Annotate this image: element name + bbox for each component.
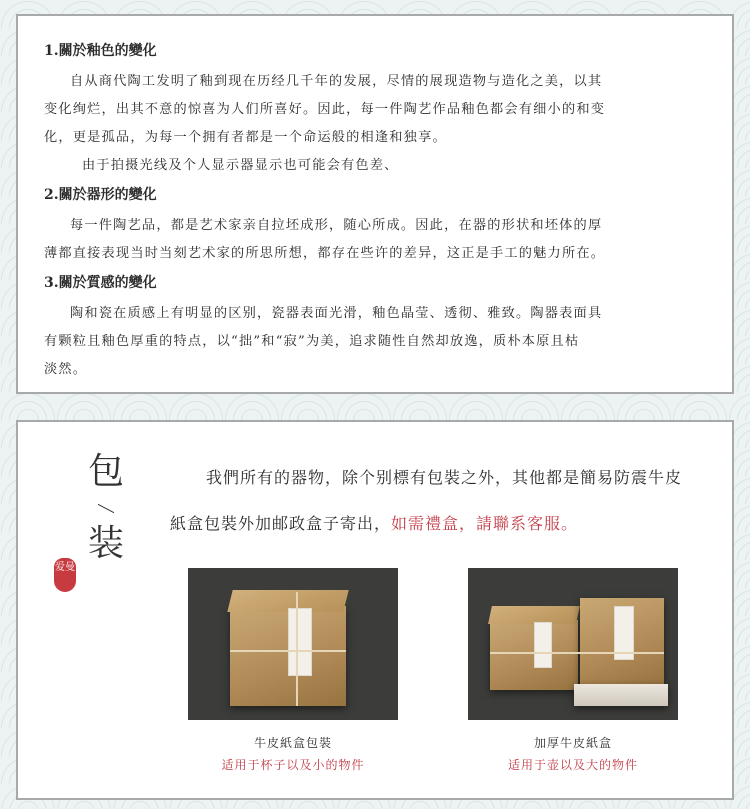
box-label xyxy=(288,608,312,676)
paragraph-color-note: 由于拍摄光线及个人显示器显示也可能会有色差、 xyxy=(82,158,399,173)
photo1-caption: 牛皮紙盒包裝 xyxy=(253,736,332,750)
small-box-label xyxy=(534,622,552,668)
packaging-text-line-2 xyxy=(170,512,578,536)
paragraph-form-1: 每一件陶艺品，都是艺术家亲自拉坯成形，随心所成。因此，在器的形状和坯体的厚 xyxy=(70,218,603,233)
gift-box-contact-note: 如需禮盒，請聯系客服。 xyxy=(391,514,579,533)
paragraph-form-2: 薄都直接表现当时当刻艺术家的所思所想，都存在些许的差异，这正是手工的魅力所在。 xyxy=(44,246,606,261)
photo2-caption: 加厚牛皮紙盒 xyxy=(533,736,612,750)
paragraph-glaze-1: 自从商代陶工发明了釉到现在历经几千年的发展，尽情的展现造物与造化之美，以其 xyxy=(70,74,603,89)
photo1-note: 适用于杯子以及小的物件 xyxy=(221,758,365,772)
paragraph-glaze-2: 变化绚烂，出其不意的惊喜为人们所喜好。因此，每一件陶艺作品釉色都会有细小的和变 xyxy=(44,102,606,117)
heading-glaze: 1.關於釉色的變化 xyxy=(44,43,157,59)
twine-string-horizontal xyxy=(230,650,346,652)
quality-notes-panel xyxy=(16,14,734,394)
slash-divider xyxy=(95,498,117,518)
paragraph-texture-2: 有颗粒且釉色厚重的特点，以“拙”和“寂”为美，追求随性自然却放逸，质朴本原且枯 xyxy=(44,334,580,349)
thick-kraft-box-photo xyxy=(468,568,678,720)
paragraph-texture-3: 淡然。 xyxy=(44,362,88,377)
heading-form: 2.關於器形的變化 xyxy=(44,187,157,203)
packaging-panel xyxy=(16,420,734,800)
twine-string-long xyxy=(490,652,664,654)
packaging-text-line-1: 我們所有的器物，除个别標有包裝之外，其他都是簡易防震牛皮 xyxy=(206,468,683,487)
twine-string xyxy=(296,592,298,706)
box-base-tray xyxy=(574,684,668,706)
heading-texture: 3.關於質感的變化 xyxy=(44,275,157,291)
title-char-top: 包 xyxy=(87,451,124,492)
paragraph-glaze-3: 化，更是孤品，为每一个拥有者都是一个命运般的相逢和独享。 xyxy=(44,130,447,145)
photo1-caption-block xyxy=(188,732,398,776)
title-char-bottom: 装 xyxy=(87,523,124,564)
packaging-text-normal: 紙盒包裝外加邮政盒子寄出， xyxy=(170,514,392,533)
red-seal-stamp: 爱曼 xyxy=(54,558,76,592)
photo2-caption-block xyxy=(468,732,678,776)
photo2-note: 适用于壶以及大的物件 xyxy=(507,758,638,772)
kraft-box-photo xyxy=(188,568,398,720)
packaging-vertical-title xyxy=(80,452,132,564)
paragraph-texture-1: 陶和瓷在质感上有明显的区别，瓷器表面光滑，釉色晶莹、透彻、雅致。陶器表面具 xyxy=(70,306,603,321)
